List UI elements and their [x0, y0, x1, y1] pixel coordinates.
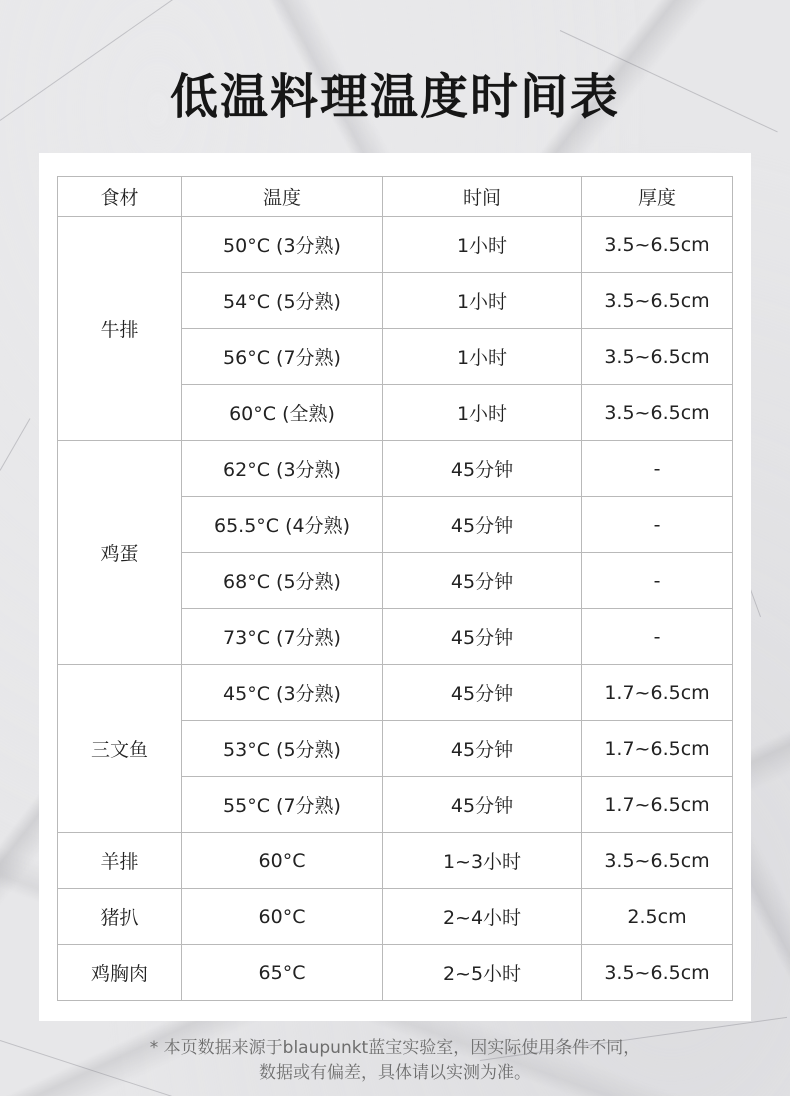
table-row	[58, 217, 733, 273]
ingredient-cell: 鸡蛋	[58, 441, 182, 665]
time-cell: 2~5小时	[383, 945, 582, 1001]
temperature-cell: 60°C (全熟)	[182, 385, 383, 441]
time-cell: 1小时	[383, 329, 582, 385]
time-cell: 45分钟	[383, 721, 582, 777]
temperature-cell: 53°C (5分熟)	[182, 721, 383, 777]
page-title: 低温料理温度时间表	[169, 69, 620, 125]
time-cell: 45分钟	[383, 497, 582, 553]
time-cell: 1小时	[383, 217, 582, 273]
temperature-cell: 54°C (5分熟)	[182, 273, 383, 329]
temperature-cell: 50°C (3分熟)	[182, 217, 383, 273]
temperature-cell: 45°C (3分熟)	[182, 665, 383, 721]
thickness-cell: 2.5cm	[582, 889, 733, 945]
time-cell: 45分钟	[383, 553, 582, 609]
temperature-cell: 65°C	[182, 945, 383, 1001]
time-cell: 45分钟	[383, 665, 582, 721]
thickness-cell: 3.5~6.5cm	[582, 273, 733, 329]
ingredient-cell: 猪扒	[58, 889, 182, 945]
table-row	[58, 945, 733, 1001]
header-temperature: 温度	[182, 177, 383, 217]
time-cell: 45分钟	[383, 777, 582, 833]
table-row	[58, 441, 733, 497]
time-cell: 1~3小时	[383, 833, 582, 889]
table-panel	[39, 153, 751, 1021]
temperature-cell: 60°C	[182, 889, 383, 945]
thickness-cell: 3.5~6.5cm	[582, 329, 733, 385]
temperature-cell: 55°C (7分熟)	[182, 777, 383, 833]
time-cell: 1小时	[383, 273, 582, 329]
temperature-cell: 73°C (7分熟)	[182, 609, 383, 665]
thickness-cell: 3.5~6.5cm	[582, 945, 733, 1001]
cooking-table	[57, 176, 733, 1001]
time-cell: 45分钟	[383, 441, 582, 497]
thickness-cell: -	[582, 497, 733, 553]
thickness-cell: -	[582, 609, 733, 665]
time-cell: 2~4小时	[383, 889, 582, 945]
temperature-cell: 62°C (3分熟)	[182, 441, 383, 497]
table-row	[58, 889, 733, 945]
table-header-row	[58, 177, 733, 217]
footnote-line: * 本页数据来源于blaupunkt蓝宝实验室，因实际使用条件不同，	[149, 1038, 641, 1058]
thickness-cell: -	[582, 441, 733, 497]
thickness-cell: 3.5~6.5cm	[582, 217, 733, 273]
time-cell: 45分钟	[383, 609, 582, 665]
thickness-cell: 1.7~6.5cm	[582, 777, 733, 833]
time-cell: 1小时	[383, 385, 582, 441]
ingredient-cell: 羊排	[58, 833, 182, 889]
marble-vein	[0, 418, 30, 470]
temperature-cell: 60°C	[182, 833, 383, 889]
thickness-cell: 1.7~6.5cm	[582, 721, 733, 777]
header-time: 时间	[383, 177, 582, 217]
header-thickness: 厚度	[582, 177, 733, 217]
thickness-cell: 3.5~6.5cm	[582, 833, 733, 889]
table-row	[58, 665, 733, 721]
temperature-cell: 68°C (5分熟)	[182, 553, 383, 609]
table-row	[58, 833, 733, 889]
footnote	[0, 1036, 790, 1086]
header-ingredient: 食材	[58, 177, 182, 217]
thickness-cell: -	[582, 553, 733, 609]
ingredient-cell: 牛排	[58, 217, 182, 441]
temperature-cell: 65.5°C (4分熟)	[182, 497, 383, 553]
thickness-cell: 1.7~6.5cm	[582, 665, 733, 721]
ingredient-cell: 三文鱼	[58, 665, 182, 833]
ingredient-cell: 鸡胸肉	[58, 945, 182, 1001]
footnote-line: 数据或有偏差，具体请以实测为准。	[259, 1063, 531, 1083]
thickness-cell: 3.5~6.5cm	[582, 385, 733, 441]
temperature-cell: 56°C (7分熟)	[182, 329, 383, 385]
